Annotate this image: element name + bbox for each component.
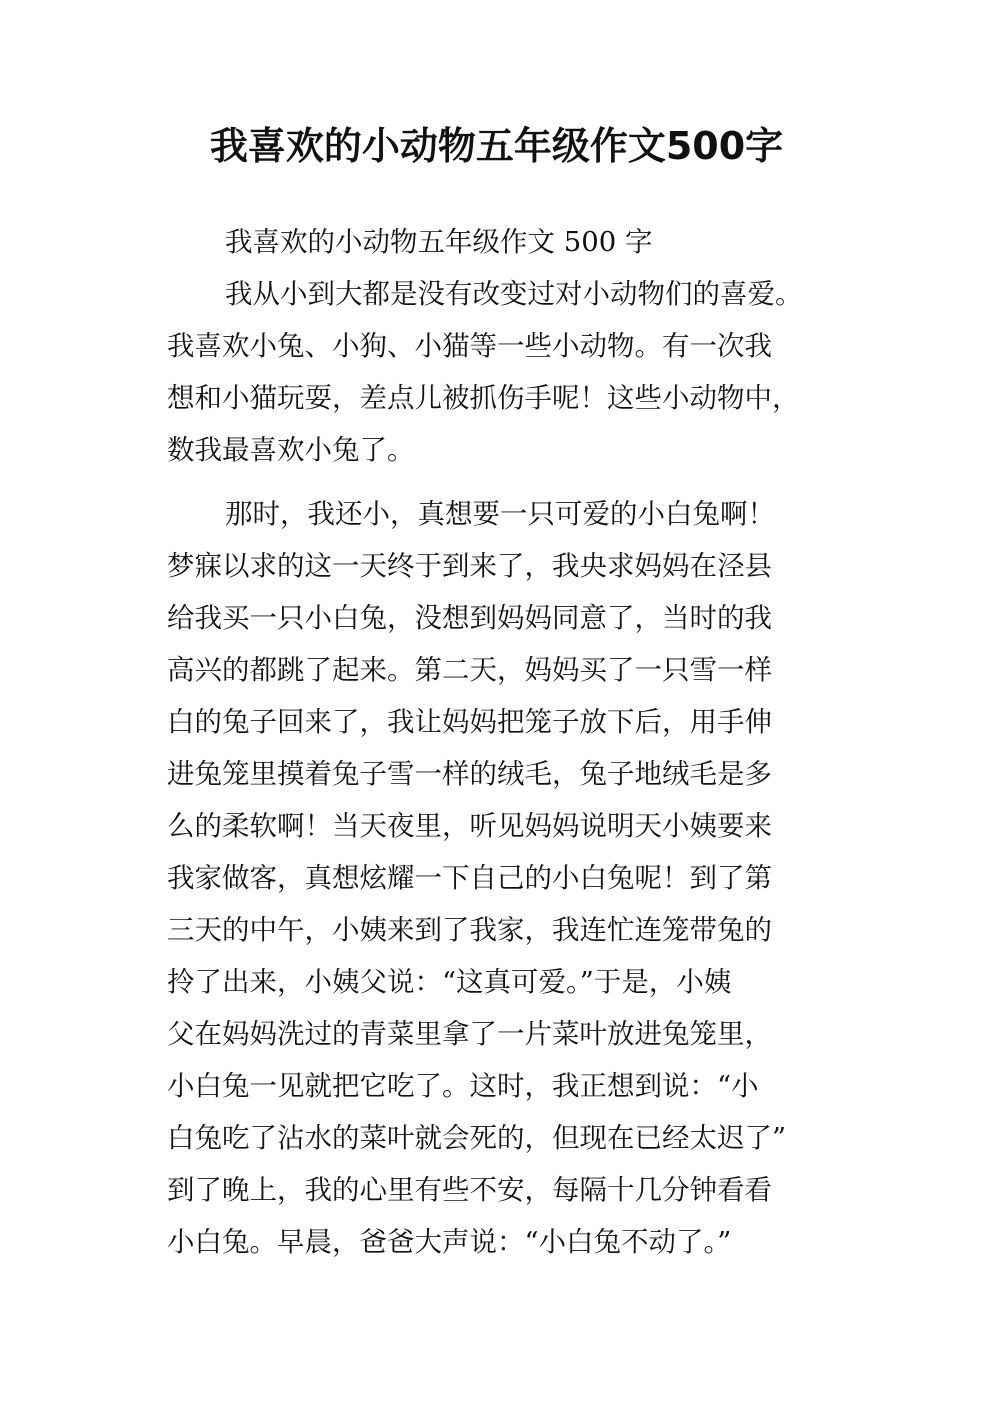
paragraph-line: 么的柔软啊！当天夜里，听见妈妈说明天小姨要来 [167,810,772,842]
paragraph-line: 到了晚上，我的心里有些不安，每隔十几分钟看看 [167,1174,772,1206]
paragraph-line: 白的兔子回来了，我让妈妈把笼子放下后，用手伸 [167,706,772,738]
document-body [167,216,847,1268]
document-title: 我喜欢的小动物五年级作文500字 [209,124,784,168]
paragraph-gap [167,476,847,488]
paragraph-line: 我喜欢小兔、小狗、小猫等一些小动物。有一次我 [167,330,772,362]
paragraph-line: 白兔吃了沾水的菜叶就会死的，但现在已经太迟了” [167,1122,787,1154]
paragraph-line: 我从小到大都是没有改变过对小动物们的喜爱。 [225,278,803,310]
paragraph-line: 那时，我还小，真想要一只可爱的小白兔啊！ [225,498,775,530]
paragraph-line: 梦寐以求的这一天终于到来了，我央求妈妈在泾县 [167,550,772,582]
paragraph-line: 小白兔。早晨，爸爸大声说：“小白兔不动了。” [167,1226,732,1258]
paragraph-line: 我家做客，真想炫耀一下自己的小白兔呢！到了第 [167,862,772,894]
paragraph-line: 高兴的都跳了起来。第二天，妈妈买了一只雪一样 [167,654,772,686]
paragraph-line: 进兔笼里摸着兔子雪一样的绒毛，兔子地绒毛是多 [167,758,772,790]
paragraph-line: 数我最喜欢小兔了。 [167,434,415,466]
paragraph-line: 给我买一只小白兔，没想到妈妈同意了，当时的我 [167,602,772,634]
paragraph-line: 我喜欢的小动物五年级作文 500 字 [225,226,653,258]
paragraph-line: 父在妈妈洗过的青菜里拿了一片菜叶放进兔笼里， [167,1018,772,1050]
paragraph-line: 小白兔一见就把它吃了。这时，我正想到说：“小 [167,1070,759,1102]
paragraph-line: 三天的中午，小姨来到了我家，我连忙连笼带兔的 [167,914,772,946]
paragraph-line: 想和小猫玩耍，差点儿被抓伤手呢！这些小动物中， [167,382,800,414]
paragraph-line: 拎了出来，小姨父说：“这真可爱。”于是，小姨 [167,966,732,998]
